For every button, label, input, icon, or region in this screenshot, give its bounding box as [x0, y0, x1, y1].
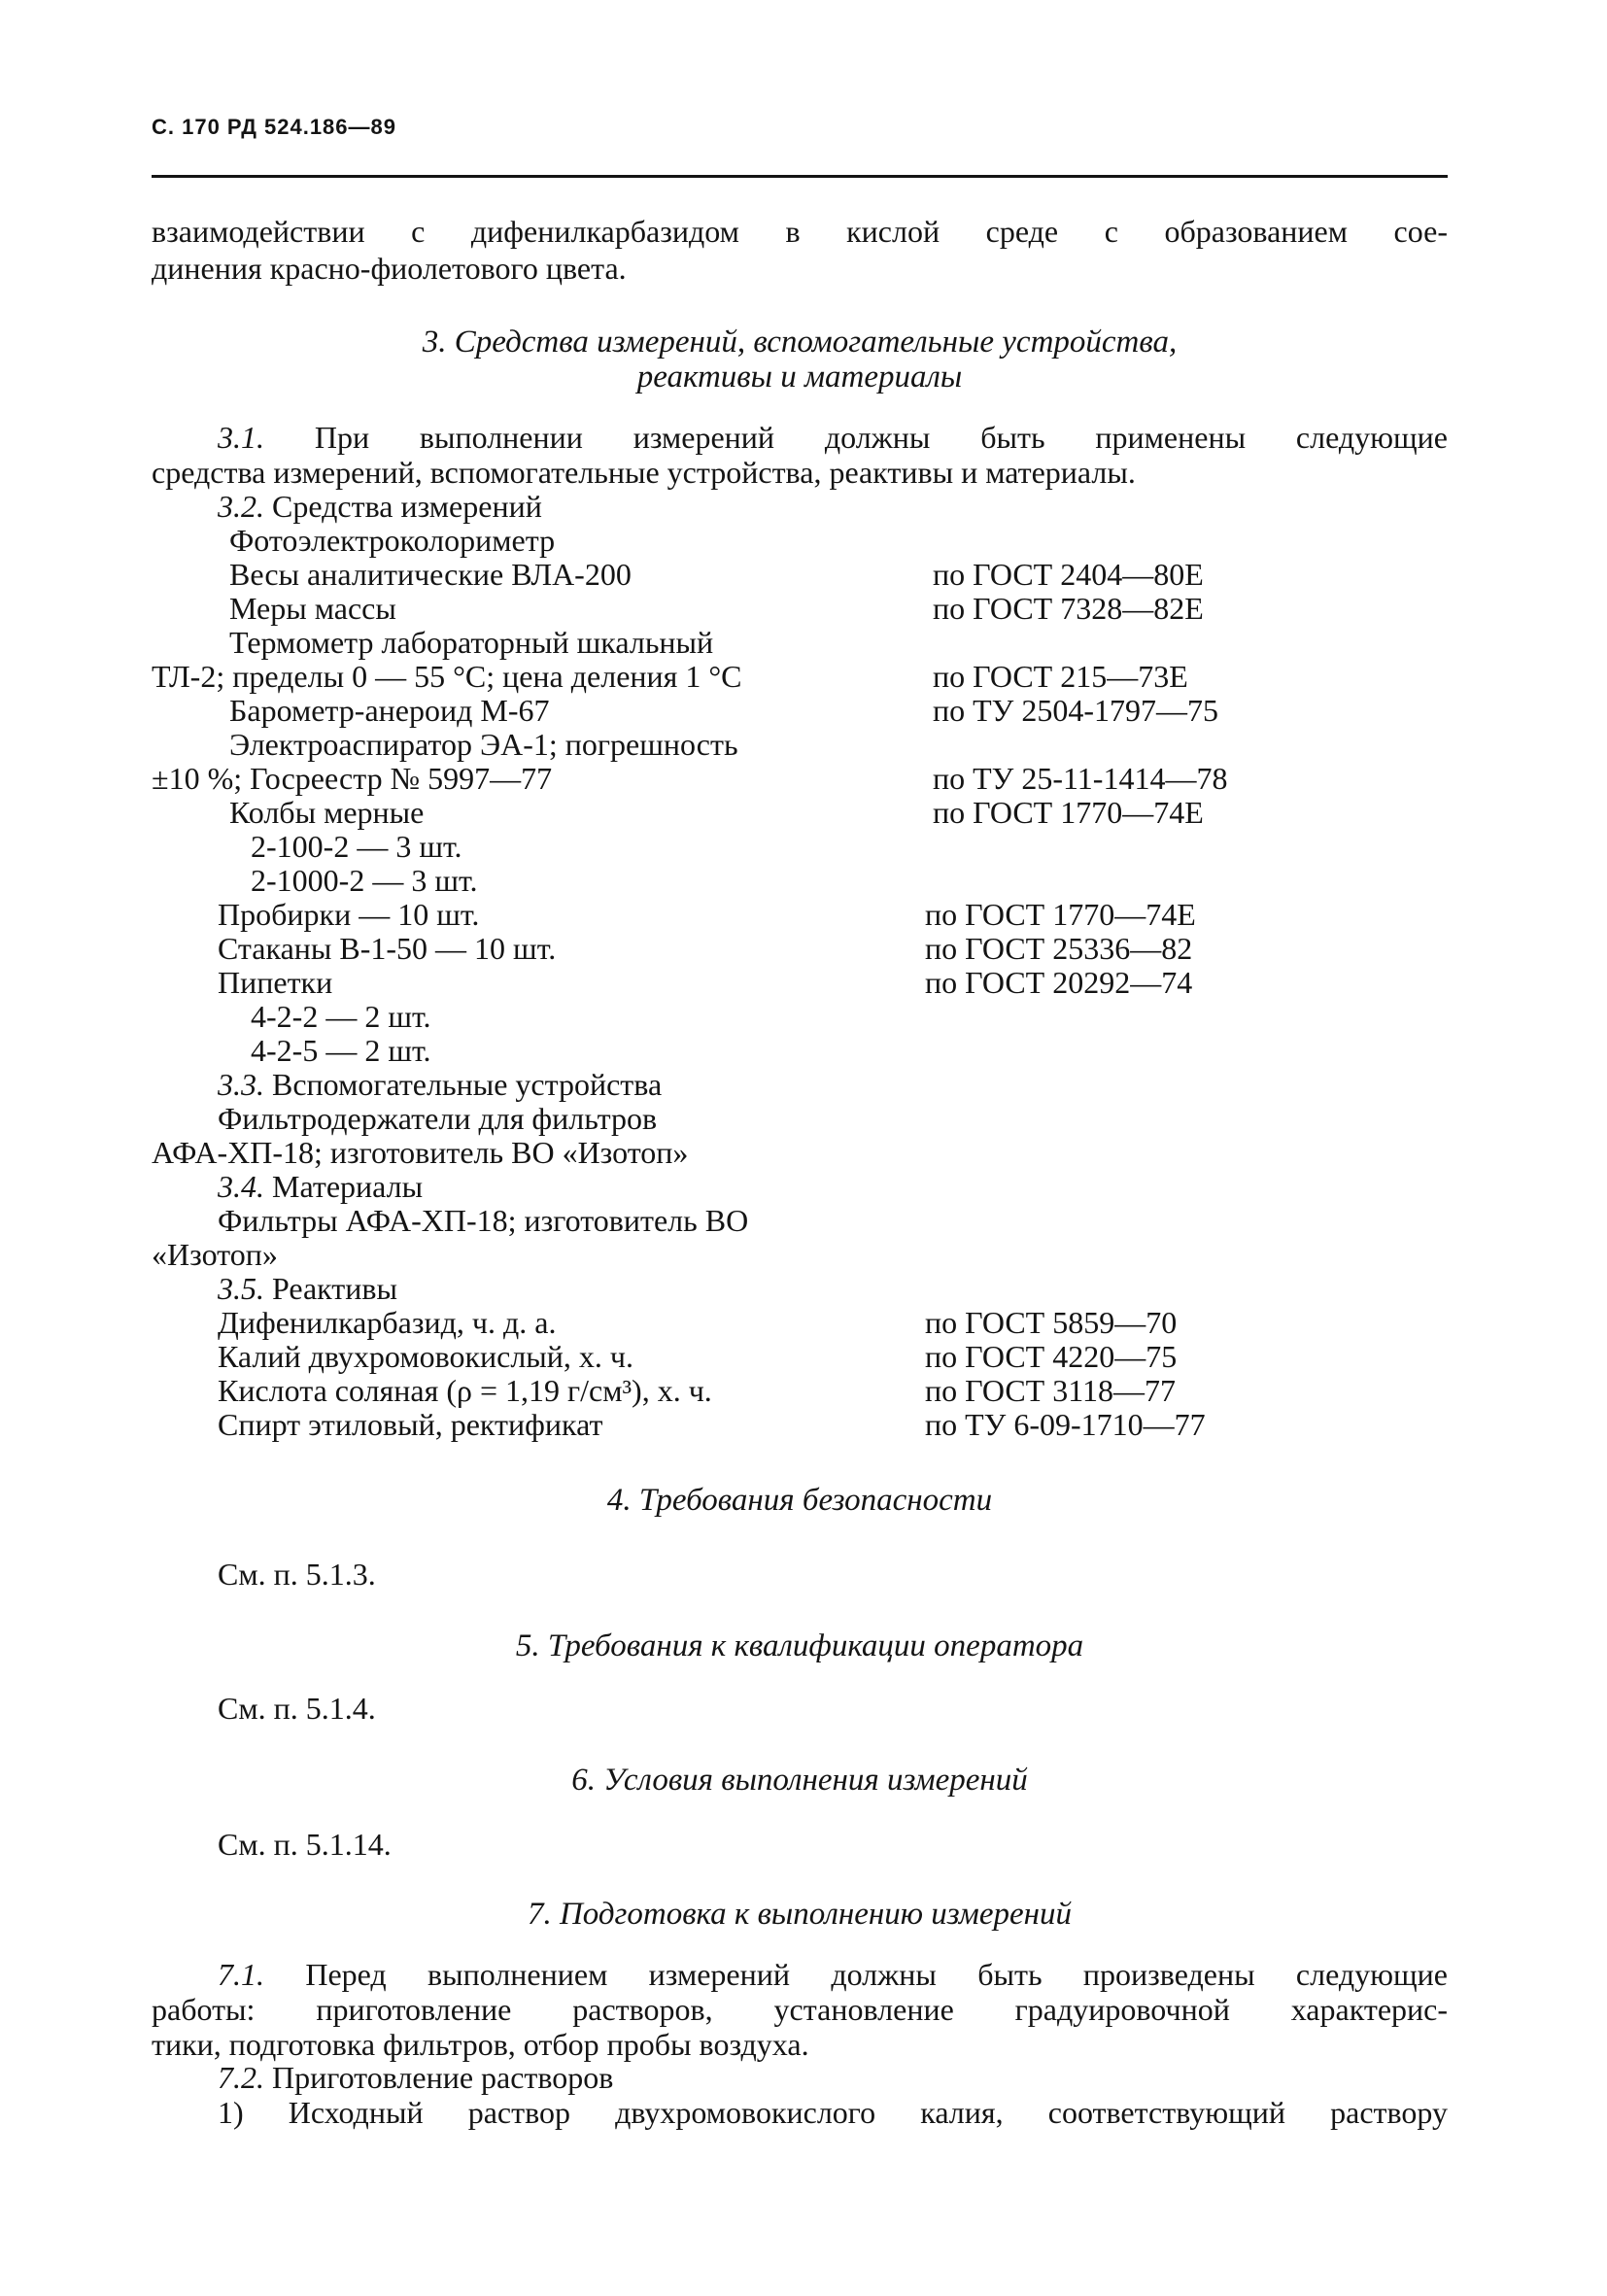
paragraph-text: Перед выполнением измерений должны быть произведены следующие	[305, 1957, 1449, 1992]
item-thermometer-standard: по ГОСТ 215—73Е	[933, 659, 1188, 694]
clause-title: Средства измерений	[272, 489, 542, 524]
section-7-heading: 7. Подготовка к выполнению измерений	[527, 1897, 1073, 1932]
clause-3-4	[218, 1169, 423, 1204]
reagent-potassium-dichromate: Калий двухромовокислый, х. ч.	[218, 1339, 634, 1374]
clause-number: 3.4.	[218, 1169, 264, 1204]
reagent-ethanol: Спирт этиловый, ректификат	[218, 1407, 603, 1442]
intro-line-2: динения красно-фиолетового цвета.	[152, 251, 627, 286]
clause-number: 3.5.	[218, 1271, 264, 1306]
item-aspirator-cont: ±10 %; Госреестр № 5997—77	[152, 761, 553, 796]
item-aspirator-standard: по ТУ 25-11-1414—78	[933, 761, 1228, 796]
reagent-ethanol-standard: по ТУ 6-09-1710—77	[925, 1407, 1206, 1442]
item-beakers-standard: по ГОСТ 25336—82	[925, 931, 1193, 966]
reagent-potassium-dichromate-standard: по ГОСТ 4220—75	[925, 1339, 1178, 1374]
clause-title: Приготовление растворов	[272, 2060, 614, 2095]
item-barometer: Барометр-анероид М-67	[229, 693, 550, 728]
section-5-reference: См. п. 5.1.4.	[218, 1691, 376, 1726]
item-flask-b: 2-1000-2 — 3 шт.	[251, 863, 478, 898]
clause-3-5	[218, 1271, 397, 1306]
item-flask-a: 2-100-2 — 3 шт.	[251, 829, 462, 864]
item-scales: Весы аналитические ВЛА-200	[229, 557, 632, 592]
section-6-heading: 6. Условия выполнения измерений	[571, 1763, 1028, 1798]
item-filter-holders: Фильтродержатели для фильтров	[218, 1101, 658, 1136]
item-tubes: Пробирки — 10 шт.	[218, 897, 480, 932]
item-aspirator: Электроаспиратор ЭА-1; погрешность	[229, 727, 738, 762]
item-thermometer-cont: ТЛ-2; пределы 0 — 55 °С; цена деления 1 °С	[152, 659, 742, 694]
item-weights-standard: по ГОСТ 7328—82Е	[933, 591, 1204, 626]
clause-title: Реактивы	[272, 1271, 398, 1306]
paragraph-7-1-line-2: работы: приготовление растворов, установление градуировочной характерис-	[152, 1992, 1448, 2027]
item-barometer-standard: по ТУ 2504-1797—75	[933, 693, 1218, 728]
paragraph-3-1-cont: средства измерений, вспомогательные устройства, реактивы и материалы.	[152, 455, 1136, 490]
item-filter-holders-cont: АФА-ХП-18; изготовитель ВО «Изотоп»	[152, 1135, 689, 1170]
section-5-heading: 5. Требования к квалификации оператора	[515, 1628, 1084, 1663]
item-pipettes: Пипетки	[218, 965, 333, 1000]
item-flasks-standard: по ГОСТ 1770—74Е	[933, 795, 1204, 830]
item-pipette-a: 4-2-2 — 2 шт.	[251, 999, 431, 1034]
item-filters: Фильтры АФА-ХП-18; изготовитель ВО	[218, 1203, 749, 1238]
item-tubes-standard: по ГОСТ 1770—74Е	[925, 897, 1196, 932]
reagent-hydrochloric-acid-standard: по ГОСТ 3118—77	[925, 1373, 1177, 1408]
section-6-reference: См. п. 5.1.14.	[218, 1827, 392, 1862]
clause-7-2	[218, 2060, 613, 2095]
clause-number: 7.1.	[218, 1957, 264, 1992]
item-thermometer: Термометр лабораторный шкальный	[229, 625, 714, 660]
section-3-heading-cont: реактивы и материалы	[636, 360, 963, 394]
clause-3-2	[218, 489, 542, 524]
item-photocolorimeter: Фотоэлектроколориметр	[229, 523, 556, 558]
clause-title: Вспомогательные устройства	[272, 1067, 663, 1102]
clause-number: 3.3.	[218, 1067, 264, 1102]
paragraph-7-1	[218, 1957, 1448, 1992]
item-scales-standard: по ГОСТ 2404—80Е	[933, 557, 1204, 592]
item-pipettes-standard: по ГОСТ 20292—74	[925, 965, 1193, 1000]
item-flasks: Колбы мерные	[229, 795, 425, 830]
reagent-diphenylcarbazide: Дифенилкарбазид, ч. д. а.	[218, 1305, 557, 1340]
item-weights: Меры массы	[229, 591, 396, 626]
intro-line-1: взаимодействии с дифенилкарбазидом в кислой среде с образованием сое-	[152, 214, 1448, 249]
reagent-diphenylcarbazide-standard: по ГОСТ 5859—70	[925, 1305, 1178, 1340]
item-beakers: Стаканы В-1-50 — 10 шт.	[218, 931, 557, 966]
paragraph-3-1	[218, 420, 1448, 455]
item-filters-cont: «Изотоп»	[152, 1237, 278, 1272]
clause-3-3	[218, 1067, 662, 1102]
section-4-reference: См. п. 5.1.3.	[218, 1557, 376, 1592]
page-header: С. 170 РД 524.186—89	[152, 115, 396, 139]
clause-title: Материалы	[272, 1169, 424, 1204]
reagent-hydrochloric-acid: Кислота соляная (ρ = 1,19 г/см³), х. ч.	[218, 1373, 712, 1408]
clause-number: 7.2.	[218, 2060, 264, 2095]
header-rule	[152, 175, 1448, 178]
clause-number: 3.2.	[218, 489, 264, 524]
clause-number: 3.1.	[218, 420, 264, 455]
paragraph-text: При выполнении измерений должны быть применены следующие	[314, 420, 1449, 455]
item-pipette-b: 4-2-5 — 2 шт.	[251, 1033, 431, 1068]
section-3-heading: 3. Средства измерений, вспомогательные устройства,	[422, 325, 1178, 360]
paragraph-7-1-line-3: тики, подготовка фильтров, отбор пробы воздуха.	[152, 2027, 809, 2062]
paragraph-7-2-item-1: 1) Исходный раствор двухромовокислого калия, соответствующий раствору	[218, 2095, 1448, 2130]
section-4-heading: 4. Требования безопасности	[606, 1483, 993, 1518]
